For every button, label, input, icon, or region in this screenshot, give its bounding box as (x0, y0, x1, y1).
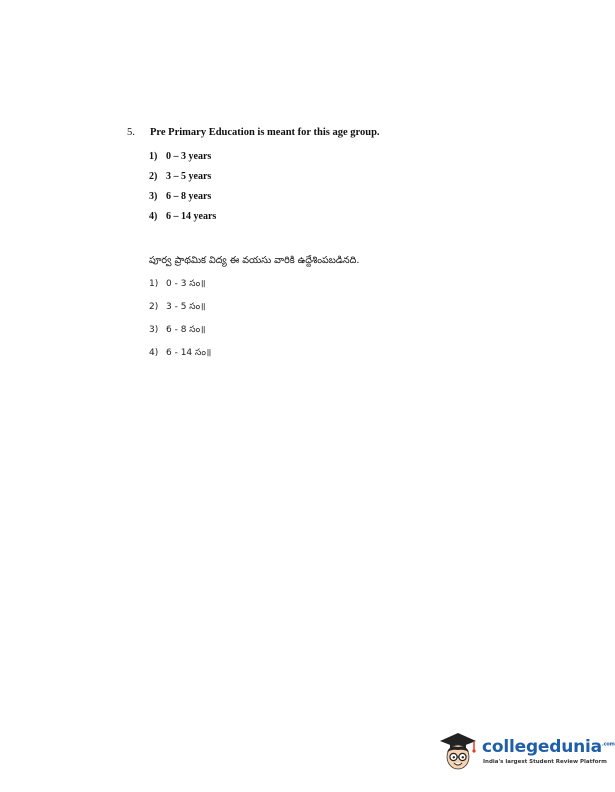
brand-name (482, 737, 615, 757)
option-4 (149, 210, 216, 230)
option-text: 6 – 14 years (166, 211, 217, 222)
option-text: 0 - 3 సం॥ (166, 279, 206, 289)
option-text: 6 - 8 సం॥ (166, 325, 206, 335)
collegedunia-logo (436, 730, 615, 774)
question-telugu: పూర్వ ప్రాథమిక విద్య ఈ వయసు వారికి ఉద్దేశింపబడినది. (149, 255, 360, 266)
option-te-3 (149, 323, 211, 346)
option-te-2 (149, 300, 211, 323)
option-number: 3) (149, 191, 158, 202)
question-number: 5. (127, 127, 135, 138)
option-number: 1) (149, 279, 159, 289)
option-3 (149, 190, 216, 210)
option-number: 4) (149, 211, 158, 222)
option-number: 3) (149, 325, 159, 335)
option-text: 3 – 5 years (166, 171, 212, 182)
options-telugu (149, 277, 211, 369)
option-1 (149, 150, 216, 170)
option-number: 2) (149, 302, 159, 312)
option-number: 1) (149, 151, 158, 162)
question-text: Pre Primary Education is meant for this age group. (150, 127, 380, 138)
option-te-1 (149, 277, 211, 300)
option-number: 2) (149, 171, 158, 182)
brand-tagline: India's largest Student Review Platform (483, 759, 607, 765)
option-text: 6 - 14 సం॥ (166, 348, 212, 358)
option-text: 6 – 8 years (166, 191, 212, 202)
brand-text: collegedunia (482, 737, 602, 757)
option-text: 0 – 3 years (166, 151, 212, 162)
mascot-icon (436, 730, 480, 774)
option-2 (149, 170, 216, 190)
option-number: 4) (149, 348, 159, 358)
brand-tld: .com (601, 741, 615, 748)
option-text: 3 - 5 సం॥ (166, 302, 206, 312)
question-5 (127, 127, 380, 138)
options-english (149, 150, 216, 230)
option-te-4 (149, 346, 211, 369)
